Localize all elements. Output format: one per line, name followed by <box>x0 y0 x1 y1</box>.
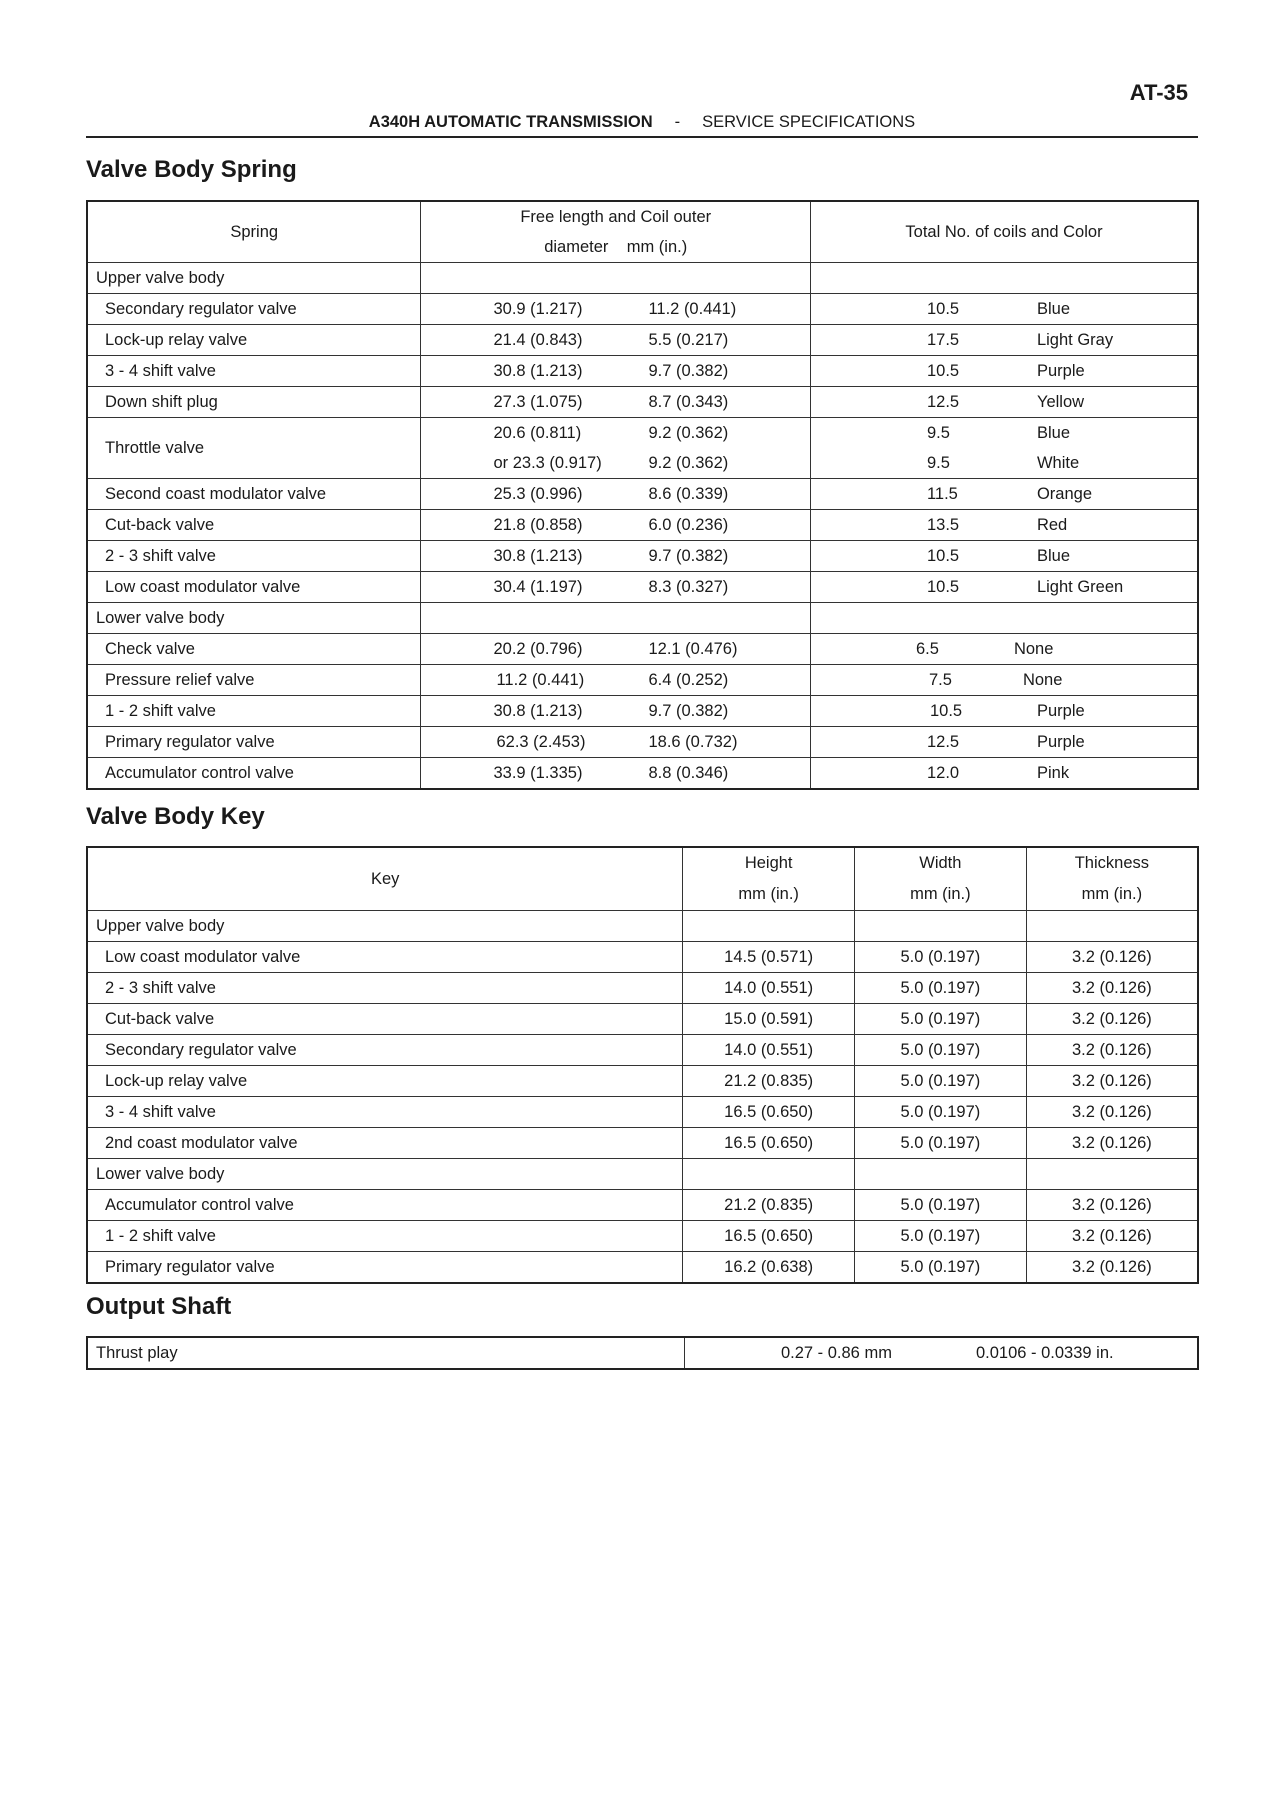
key-width: 5.0 (0.197) <box>855 1066 1027 1097</box>
key-thickness: 3.2 (0.126) <box>1026 1035 1198 1066</box>
table-row <box>87 418 1198 479</box>
coil-od: 9.7 (0.382) <box>648 701 729 720</box>
col-header-height-label: Height <box>744 854 793 872</box>
free-length: 21.4 (0.843) <box>493 330 583 349</box>
key-width: 5.0 (0.197) <box>855 1128 1027 1159</box>
key-thickness: 3.2 (0.126) <box>1026 973 1198 1004</box>
free-length: 30.8 (1.213) <box>493 701 583 720</box>
section-title-output-shaft: Output Shaft <box>86 1293 232 1320</box>
col-header-width-label: Width <box>919 854 962 872</box>
key-thickness: 3.2 (0.126) <box>1026 1004 1198 1035</box>
key-height: 14.0 (0.551) <box>683 973 855 1004</box>
key-height: 16.5 (0.650) <box>683 1128 855 1159</box>
coil-count: 6.5 <box>915 639 939 658</box>
key-name: Primary regulator valve <box>87 1252 683 1284</box>
coil-od: 9.2 (0.362) <box>648 424 729 442</box>
table-row <box>87 572 1198 603</box>
spring-color-alt: White <box>1036 454 1080 472</box>
free-length: 20.6 (0.811) <box>493 424 582 442</box>
key-name: Low coast modulator valve <box>87 942 683 973</box>
coil-count: 17.5 <box>926 330 960 349</box>
coil-od: 8.3 (0.327) <box>648 577 729 596</box>
free-length: 11.2 (0.441) <box>496 670 585 689</box>
thrust-play-metric: 0.27 - 0.86 mm <box>780 1343 892 1362</box>
table-row <box>87 1035 1198 1066</box>
spring-name: Pressure relief valve <box>87 665 421 696</box>
header-separator: - <box>674 113 681 131</box>
table-row <box>87 1097 1198 1128</box>
spring-color: Orange <box>1036 484 1093 503</box>
table-row <box>87 479 1198 510</box>
coil-count: 12.5 <box>926 392 960 411</box>
spring-name: Accumulator control valve <box>87 758 421 790</box>
key-height: 16.5 (0.650) <box>683 1221 855 1252</box>
running-header <box>86 113 1198 132</box>
table-row <box>87 1337 1198 1369</box>
key-width: 5.0 (0.197) <box>855 973 1027 1004</box>
spring-name: Low coast modulator valve <box>87 572 421 603</box>
header-rule <box>86 136 1198 138</box>
coil-od: 8.6 (0.339) <box>648 484 729 503</box>
col-header-thickness-label: Thickness <box>1074 854 1149 872</box>
key-name: Cut-back valve <box>87 1004 683 1035</box>
group-label: Upper valve body <box>87 911 683 942</box>
table-header-row <box>87 201 1198 263</box>
free-length: 20.2 (0.796) <box>493 639 583 658</box>
key-width: 5.0 (0.197) <box>855 1097 1027 1128</box>
spring-color: Light Gray <box>1036 330 1114 349</box>
spring-color: Blue <box>1036 299 1070 318</box>
key-height: 14.5 (0.571) <box>683 942 855 973</box>
table-row <box>87 1252 1198 1284</box>
spring-color: Light Green <box>1036 577 1124 596</box>
free-length: 30.8 (1.213) <box>493 546 583 565</box>
key-thickness: 3.2 (0.126) <box>1026 1128 1198 1159</box>
coil-count: 10.5 <box>926 577 960 596</box>
spring-name: 2 - 3 shift valve <box>87 541 421 572</box>
col-header-width-unit: mm (in.) <box>910 885 971 903</box>
coil-count: 9.5 <box>926 424 950 442</box>
spring-color: Purple <box>1036 701 1085 720</box>
table-header-row <box>87 847 1198 911</box>
coil-count: 12.5 <box>926 732 960 751</box>
coil-od: 12.1 (0.476) <box>648 639 738 658</box>
header-section: SERVICE SPECIFICATIONS <box>702 113 916 131</box>
col-header-thickness <box>1026 847 1198 911</box>
spring-name: 3 - 4 shift valve <box>87 356 421 387</box>
coil-count: 7.5 <box>928 670 952 689</box>
table-row <box>87 356 1198 387</box>
free-length: 30.8 (1.213) <box>493 361 583 380</box>
page-number: AT-35 <box>1129 80 1188 105</box>
coil-od: 6.4 (0.252) <box>648 670 729 689</box>
col-header-thickness-unit: mm (in.) <box>1081 885 1143 903</box>
table-row <box>87 325 1198 356</box>
spring-name: Secondary regulator valve <box>87 294 421 325</box>
spring-color: Purple <box>1036 361 1085 380</box>
free-length: 30.4 (1.197) <box>493 577 583 596</box>
key-height: 16.5 (0.650) <box>683 1097 855 1128</box>
table-row <box>87 387 1198 418</box>
spring-color: Pink <box>1036 763 1070 782</box>
key-width: 5.0 (0.197) <box>855 1035 1027 1066</box>
table-row <box>87 1221 1198 1252</box>
key-height: 21.2 (0.835) <box>683 1066 855 1097</box>
key-height: 21.2 (0.835) <box>683 1190 855 1221</box>
table-row <box>87 1190 1198 1221</box>
group-label: Lower valve body <box>87 603 421 634</box>
coil-od: 5.5 (0.217) <box>648 330 729 349</box>
spring-name: Throttle valve <box>87 418 421 479</box>
group-row <box>87 603 1198 634</box>
table-row <box>87 696 1198 727</box>
coil-od-alt: 9.2 (0.362) <box>648 454 729 472</box>
coil-count: 13.5 <box>926 515 960 534</box>
key-name: 2 - 3 shift valve <box>87 973 683 1004</box>
group-row <box>87 1159 1198 1190</box>
coil-count: 11.5 <box>926 484 958 503</box>
free-length: 33.9 (1.335) <box>493 763 583 782</box>
valve-body-key-table <box>86 846 1199 1284</box>
key-thickness: 3.2 (0.126) <box>1026 1190 1198 1221</box>
thrust-play-imperial: 0.0106 - 0.0339 in. <box>975 1343 1114 1362</box>
key-name: 1 - 2 shift valve <box>87 1221 683 1252</box>
section-title-valve-body-spring: Valve Body Spring <box>86 156 297 183</box>
col-header-spring: Spring <box>87 201 421 263</box>
spring-color: None <box>1022 670 1063 689</box>
col-header-height <box>683 847 855 911</box>
coil-od: 9.7 (0.382) <box>648 361 729 380</box>
spring-name: Primary regulator valve <box>87 727 421 758</box>
col-header-width <box>855 847 1027 911</box>
spring-color: Blue <box>1036 424 1070 442</box>
col-header-coils-color: Total No. of coils and Color <box>810 201 1198 263</box>
spring-color: Purple <box>1036 732 1085 751</box>
col-header-dimensions-line1: Free length and Coil outer <box>520 208 712 226</box>
output-shaft-table <box>86 1336 1199 1370</box>
spring-color: Blue <box>1036 546 1070 565</box>
coil-count-alt: 9.5 <box>926 454 950 472</box>
coil-od: 6.0 (0.236) <box>648 515 729 534</box>
table-row <box>87 942 1198 973</box>
group-label: Upper valve body <box>87 263 421 294</box>
valve-body-spring-table <box>86 200 1199 790</box>
col-header-dimensions <box>421 201 811 263</box>
spring-name: Second coast modulator valve <box>87 479 421 510</box>
table-row <box>87 541 1198 572</box>
free-length: 25.3 (0.996) <box>493 484 583 503</box>
table-row <box>87 973 1198 1004</box>
col-header-height-unit: mm (in.) <box>738 885 799 903</box>
table-row <box>87 1004 1198 1035</box>
spring-color: Yellow <box>1036 392 1085 411</box>
free-length: 62.3 (2.453) <box>496 732 586 751</box>
key-name: Secondary regulator valve <box>87 1035 683 1066</box>
key-width: 5.0 (0.197) <box>855 1004 1027 1035</box>
spring-name: Down shift plug <box>87 387 421 418</box>
coil-count: 10.5 <box>926 299 960 318</box>
col-header-key: Key <box>87 847 683 911</box>
coil-count: 10.5 <box>929 701 963 720</box>
coil-od: 8.7 (0.343) <box>648 392 729 411</box>
table-row <box>87 758 1198 790</box>
key-name: 3 - 4 shift valve <box>87 1097 683 1128</box>
coil-od: 18.6 (0.732) <box>648 732 738 751</box>
key-thickness: 3.2 (0.126) <box>1026 1221 1198 1252</box>
manual-title: A340H AUTOMATIC TRANSMISSION <box>368 113 653 131</box>
table-row <box>87 294 1198 325</box>
key-name: Lock-up relay valve <box>87 1066 683 1097</box>
key-height: 16.2 (0.638) <box>683 1252 855 1284</box>
coil-count: 12.0 <box>926 763 960 782</box>
coil-count: 10.5 <box>926 361 960 380</box>
spring-name: Cut-back valve <box>87 510 421 541</box>
key-width: 5.0 (0.197) <box>855 1221 1027 1252</box>
free-length: 30.9 (1.217) <box>493 299 583 318</box>
free-length-alt: or 23.3 (0.917) <box>493 454 602 472</box>
table-row <box>87 634 1198 665</box>
key-name: 2nd coast modulator valve <box>87 1128 683 1159</box>
spring-color: Red <box>1036 515 1068 534</box>
spring-name: Lock-up relay valve <box>87 325 421 356</box>
group-row <box>87 263 1198 294</box>
table-row <box>87 510 1198 541</box>
key-width: 5.0 (0.197) <box>855 942 1027 973</box>
table-row <box>87 1128 1198 1159</box>
key-height: 15.0 (0.591) <box>683 1004 855 1035</box>
table-row <box>87 665 1198 696</box>
key-name: Accumulator control valve <box>87 1190 683 1221</box>
key-thickness: 3.2 (0.126) <box>1026 942 1198 973</box>
key-thickness: 3.2 (0.126) <box>1026 1097 1198 1128</box>
coil-count: 10.5 <box>926 546 960 565</box>
free-length: 21.8 (0.858) <box>493 515 583 534</box>
table-row <box>87 1066 1198 1097</box>
key-height: 14.0 (0.551) <box>683 1035 855 1066</box>
key-width: 5.0 (0.197) <box>855 1252 1027 1284</box>
section-title-valve-body-key: Valve Body Key <box>86 803 265 830</box>
thrust-play-label: Thrust play <box>87 1337 684 1369</box>
key-width: 5.0 (0.197) <box>855 1190 1027 1221</box>
key-thickness: 3.2 (0.126) <box>1026 1066 1198 1097</box>
spring-name: Check valve <box>87 634 421 665</box>
spring-color: None <box>1013 639 1054 658</box>
group-label: Lower valve body <box>87 1159 683 1190</box>
coil-od: 9.7 (0.382) <box>648 546 729 565</box>
key-thickness: 3.2 (0.126) <box>1026 1252 1198 1284</box>
free-length: 27.3 (1.075) <box>493 392 583 411</box>
group-row <box>87 911 1198 942</box>
coil-od: 8.8 (0.346) <box>648 763 729 782</box>
table-row <box>87 727 1198 758</box>
spring-name: 1 - 2 shift valve <box>87 696 421 727</box>
coil-od: 11.2 (0.441) <box>648 299 737 318</box>
col-header-dimensions-line2: diameter mm (in.) <box>544 238 688 256</box>
